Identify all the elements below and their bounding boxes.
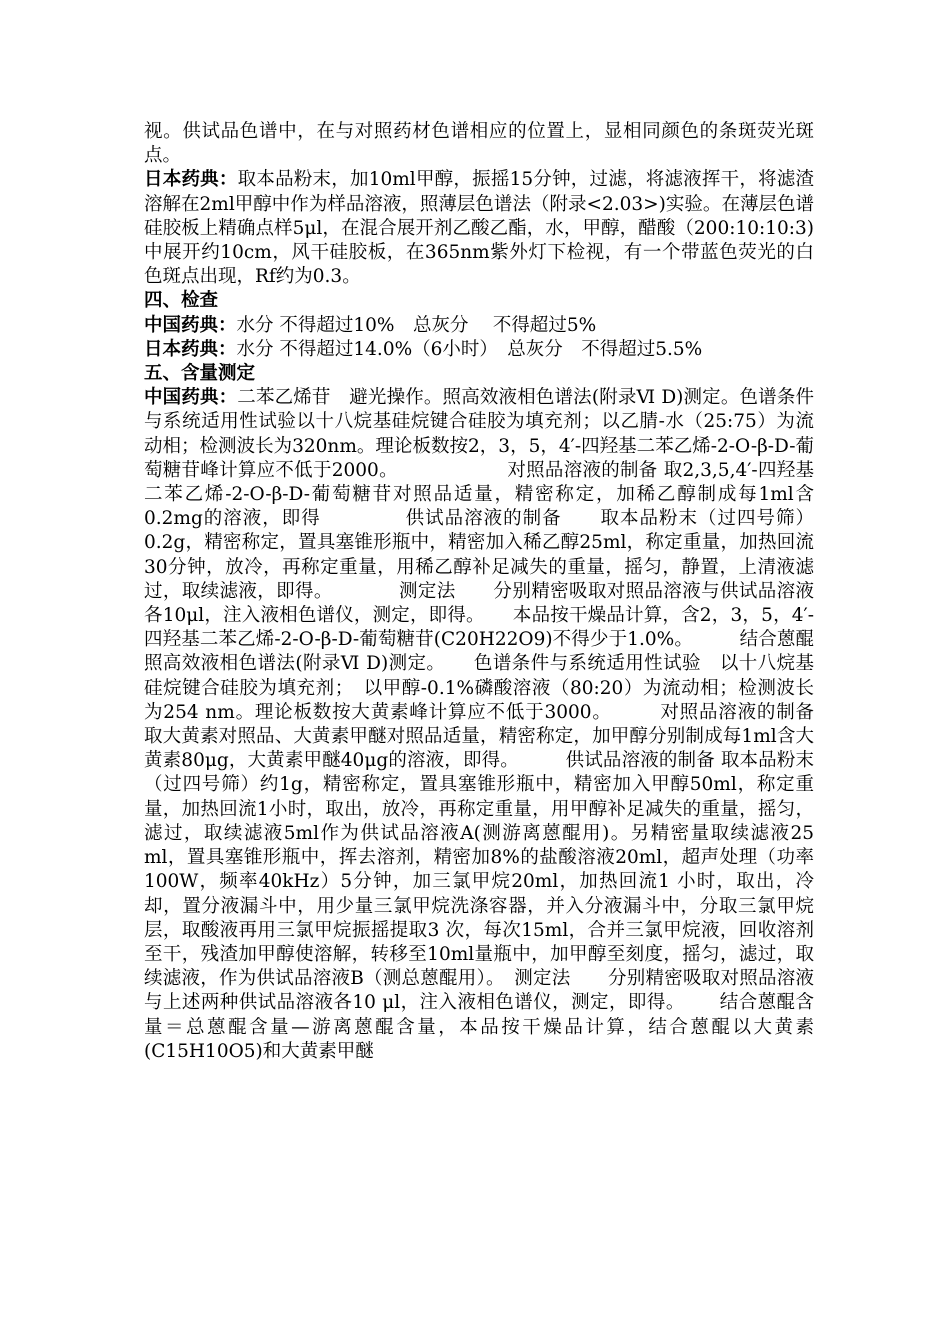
document-page [144,120,857,1064]
cn-check-paragraph [144,314,814,338]
intro-paragraph: 视。供试品色谱中，在与对照药材色谱相应的位置上，显相同颜色的条斑荧光斑点。 [144,121,814,167]
jp-label: 日本药典： [144,169,238,191]
section-heading-check: 四、检查 [144,290,219,312]
jp-label: 日本药典： [144,338,237,360]
cn-label: 中国药典： [144,314,237,336]
cn-check-text: 水分 不得超过10% 总灰分 不得超过5% [236,314,597,336]
cn-assay-paragraph [144,386,857,1064]
cn-label: 中国药典： [144,387,238,409]
jp-identification-paragraph [144,168,814,289]
section-heading-assay: 五、含量测定 [144,363,256,385]
jp-check-text: 水分 不得超过14.0%（6小时） 总灰分 不得超过5.5% [236,338,703,360]
cn-assay-text: 二苯乙烯苷 避光操作。照高效液相色谱法(附录Ⅵ D)测定。色谱条件与系统适用性试验以十八烷基硅烷键合硅胶为填充剂；以乙腈-水（25:75）为流动相；检测波长为320nm。理论板数按2，3，5，4′-四羟基二苯乙烯-2-O-β-D-葡萄糖苷峰计算应不低于2000。 对照品溶液的制备 取2,3,5,4′-四羟基二苯乙烯-2-O-β-D-葡萄糖苷对照品适量，精密称定，加稀乙醇制成每1ml含0.2mg的溶液，即得 供试品溶液的制备 取本品粉末（过四号筛）0.2g，精密称定，置具塞锥形瓶中，精密加入稀乙醇25ml，称定重量，加热回流30分钟，放冷，再称定重量，用稀乙醇补足减失的重量，摇匀，静置，上清液滤过，取续滤液，即得。 测定法 分别精密吸取对照品溶液与供试品溶液各10μl，注入液相色谱仪，测定，即得。 本品按干燥品计算，含2，3，5，4′-四羟基二苯乙烯-2-O-β-D-葡萄糖苷(C20H22O9)不得少于1.0%。 结合蒽醌 照高效液相色谱法(附录Ⅵ D)测定。 色谱条件与系统适用性试验 以十八烷基硅烷键合硅胶为填充剂； 以甲醇-0.1%磷酸溶液（80:20）为流动相；检测波长为254 nm。理论板数按大黄素峰计算应不低于3000。 对照品溶液的制备 取大黄素对照品、大黄素甲醚对照品适量，精密称定，加甲醇分别制成每1ml含大黄素80μg，大黄素甲醚40μg的溶液，即得。 供试品溶液的制备 取本品粉末（过四号筛）约1g，精密称定，置具塞锥形瓶中，精密加入甲醇50ml，称定重量，加热回流1小时，取出，放冷，再称定重量，用甲醇补足减失的重量，摇匀，滤过，取续滤液5ml作为供试品溶液A(测游离蒽醌用)。另精密量取续滤液25 ml，置具塞锥形瓶中，挥去溶剂，精密加8%的盐酸溶液20ml，超声处理（功率100W，频率40kHz）5分钟，加三氯甲烷20ml，加热回流1 小时，取出，冷却，置分液漏斗中，用少量三氯甲烷洗涤容器，并入分液漏斗中，分取三氯甲烷层，取酸液再用三氯甲烷振摇提取3 次，每次15ml，合并三氯甲烷液，回收溶剂至干，残渣加甲醇使溶解，转移至10ml量瓶中，加甲醇至刻度，摇匀，滤过，取续滤液，作为供试品溶液B（测总蒽醌用）。 测定法 分别精密吸取对照品溶液与上述两种供试品溶液各10 μl，注入液相色谱仪，测定，即得。 结合蒽醌含量＝总蒽醌含量—游离蒽醌含量，本品按干燥品计算，结合蒽醌以大黄素(C15H10O5)和大黄素甲醚 [144,387,857,1062]
jp-identification-text: 取本品粉末，加10ml甲醇，振摇15分钟，过滤，将滤液挥干，将滤渣溶解在2ml甲醇中作为样品溶液，照薄层色谱法（附录<2.03>)实验。在薄层色谱硅胶板上精确点样5μl，在混合展开剂乙酸乙酯，水，甲醇，醋酸（200:10:10:3)中展开约10cm，风干硅胶板，在365nm紫外灯下检视，有一个带蓝色荧光的白色斑点出现，Rf约为0.3。 [144,169,814,288]
jp-check-paragraph [144,338,814,362]
